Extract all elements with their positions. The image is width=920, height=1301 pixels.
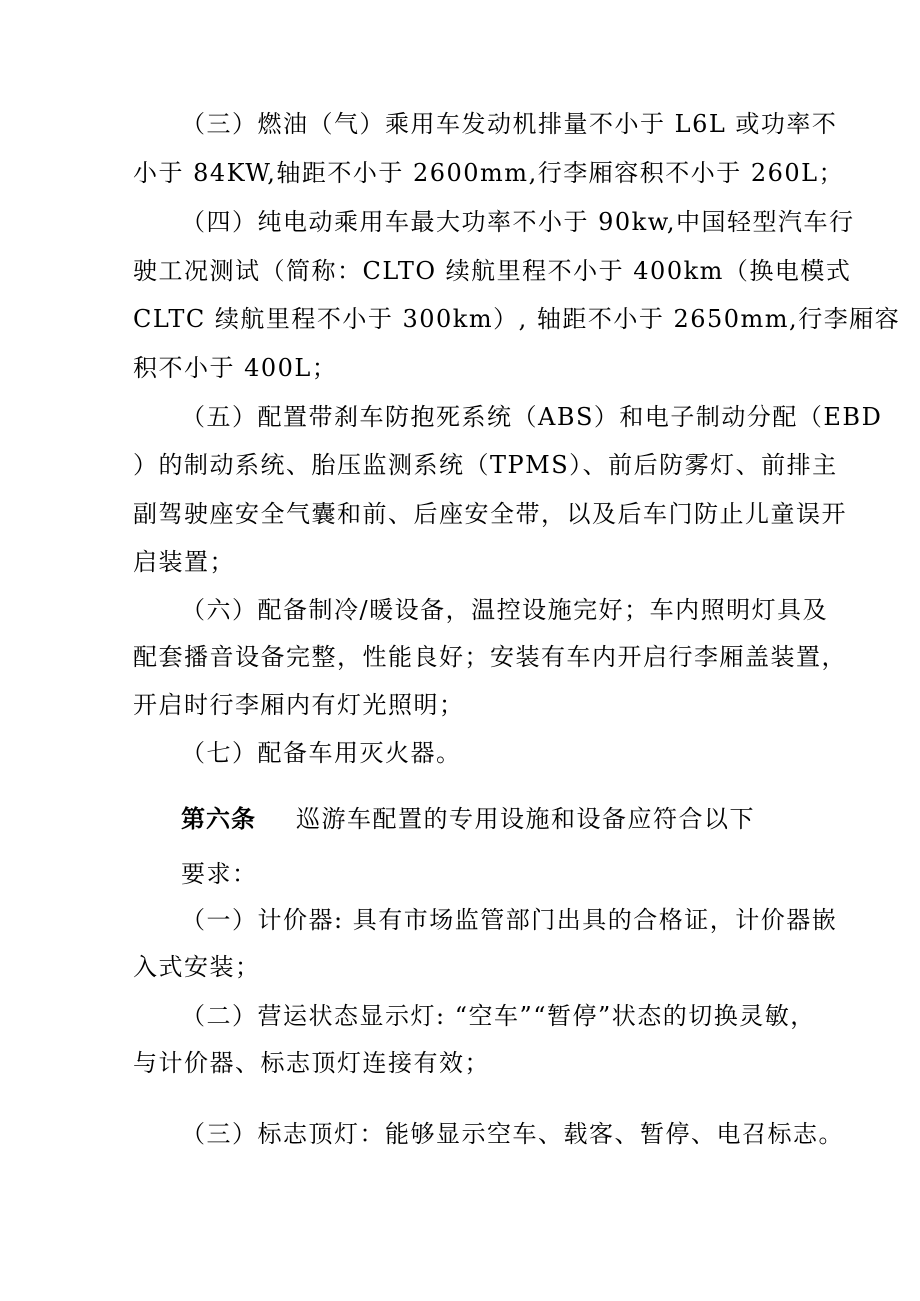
article-heading xyxy=(181,803,755,835)
paragraph-6-line-2: 配套播音设备完整，性能良好；安装有车内开启行李厢盖装置， xyxy=(133,643,847,671)
paragraph-5-line-4: 启装置； xyxy=(133,548,235,576)
paragraph-7-line-1: （七）配备车用灭火器。 xyxy=(181,739,462,767)
paragraph-3-line-2: 小于 84KW,轴距不小于 2600mm,行李厢容积不小于 260L； xyxy=(133,159,845,187)
item-3-line-1: （三）标志顶灯：能够显示空车、载客、暂停、电召标志。 xyxy=(181,1120,844,1148)
item-1-line-1: （一）计价器: 具有市场监管部门出具的合格证，计价器嵌 xyxy=(181,906,838,934)
paragraph-5-line-1: （五）配置带刹车防抱死系统（ABS）和电子制动分配（EBD xyxy=(181,403,883,431)
paragraph-4-line-2: 驶工况测试（简称：CLTO 续航里程不小于 400km（换电模式 xyxy=(133,257,852,285)
article-continuation: 要求： xyxy=(181,860,258,888)
paragraph-6-line-3: 开启时行李厢内有灯光照明； xyxy=(133,691,465,719)
article-title: 巡游车配置的专用设施和设备应符合以下 xyxy=(296,805,755,833)
paragraph-5-line-3: 副驾驶座安全气囊和前、后座安全带，以及后车门防止儿童误开 xyxy=(133,500,847,528)
paragraph-4-line-3: CLTC 续航里程不小于 300km）, 轴距不小于 2650mm,行李厢容 xyxy=(133,305,901,333)
paragraph-4-line-1: （四）纯电动乘用车最大功率不小于 90kw,中国轻型汽车行 xyxy=(181,208,855,236)
item-2-line-1: （二）营运状态显示灯: “空车”“暂停”状态的切换灵敏， xyxy=(181,1002,816,1030)
item-1-line-2: 入式安装； xyxy=(133,953,261,981)
paragraph-5-line-2: ）的制动系统、胎压监测系统（TPMS）、前后防雾灯、前排主 xyxy=(133,451,838,479)
article-number: 第六条 xyxy=(181,805,256,833)
paragraph-3-line-1: （三）燃油（气）乘用车发动机排量不小于 L6L 或功率不 xyxy=(181,110,838,138)
paragraph-6-line-1: （六）配备制冷/暖设备，温控设施完好；车内照明灯具及 xyxy=(181,596,829,624)
item-2-line-2: 与计价器、标志顶灯连接有效； xyxy=(133,1049,490,1077)
paragraph-4-line-4: 积不小于 400L； xyxy=(133,354,338,382)
